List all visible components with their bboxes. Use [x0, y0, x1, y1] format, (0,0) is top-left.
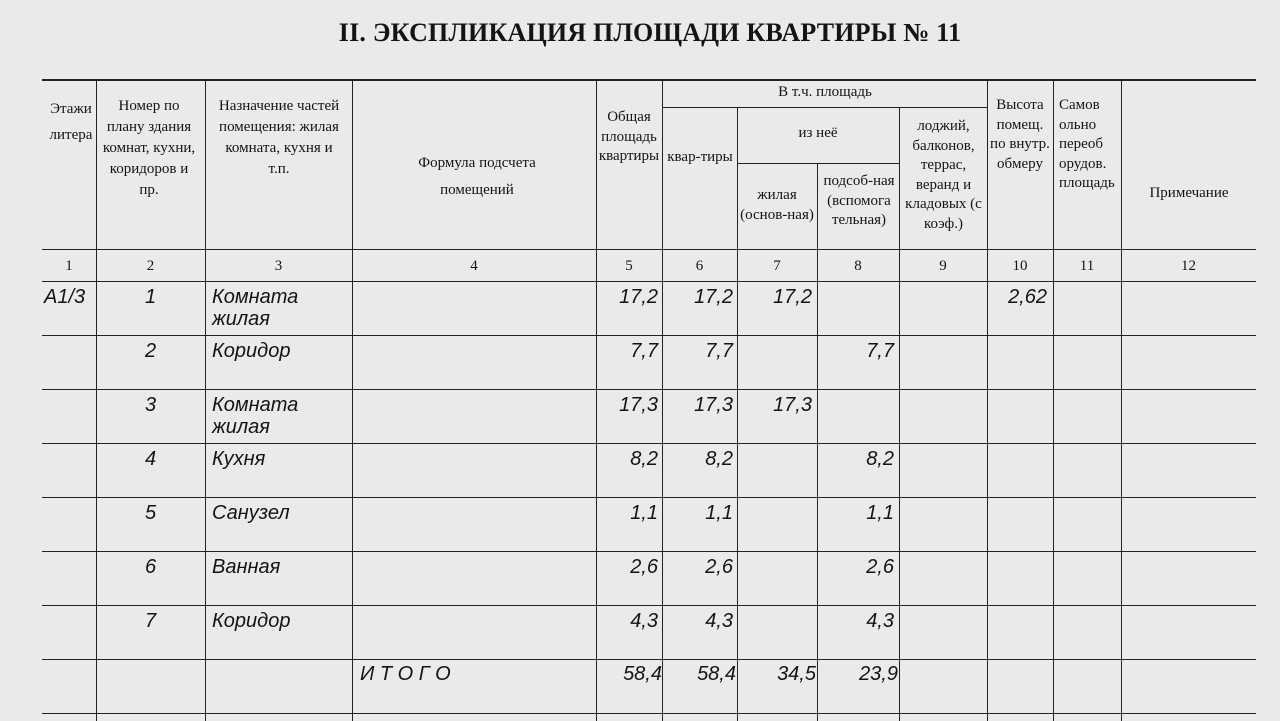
column-number: 1 — [65, 258, 73, 274]
header-height: Высота помещ. по внутр. обмеру — [990, 97, 1050, 172]
col-divider — [662, 80, 663, 721]
height-cell: 2,62 — [1008, 286, 1047, 308]
header-room-number: Номер по плану здания комнат, кухни, коридоров и пр. — [102, 98, 196, 198]
aux-area-sum: 23,9 — [859, 663, 898, 685]
header-unauthorized-area: Самов ольно переоб орудов. площадь — [1059, 97, 1115, 191]
total-area-cell: 7,7 — [630, 340, 658, 362]
column-number: 2 — [146, 258, 155, 274]
col-divider — [737, 108, 738, 721]
aux-area-cell: 1,1 — [866, 502, 894, 524]
row-rule — [42, 335, 1256, 336]
total-area-cell: 17,2 — [619, 286, 658, 308]
room-name-cell: Коридор — [212, 610, 291, 632]
col-divider — [205, 80, 206, 721]
header-floor-litera: Этажи литера — [49, 101, 93, 143]
table-top-rule — [42, 79, 1256, 81]
col-divider — [899, 108, 900, 721]
total-label: И Т О Г О — [360, 663, 451, 685]
room-name-cell: Ванная — [212, 556, 281, 578]
room-name-cell: Санузел — [212, 502, 290, 524]
col-divider — [817, 164, 818, 721]
total-area-cell: 2,6 — [630, 556, 658, 578]
row-rule — [42, 713, 1256, 714]
total-area-cell: 8,2 — [630, 448, 658, 470]
row-rule — [42, 659, 1256, 660]
aux-area-cell: 4,3 — [866, 610, 894, 632]
living-area-sum: 34,5 — [777, 663, 816, 685]
column-number: 12 — [1181, 258, 1196, 274]
flat-area-sum: 58,4 — [697, 663, 736, 685]
header-total-area: Общая площадь квартиры — [598, 109, 660, 164]
header-aux-area: подсоб-ная (вспомога тельная) — [823, 173, 895, 228]
row-rule — [42, 497, 1256, 498]
group-header-rule — [662, 107, 987, 108]
colnum-bottom-rule — [42, 281, 1256, 282]
room-number-cell: 5 — [144, 502, 157, 524]
room-number-cell: 2 — [144, 340, 157, 362]
column-number: 8 — [854, 258, 862, 274]
header-living-area: жилая (основ-ная) — [740, 187, 814, 223]
header-loggia-area: лоджий, балконов, террас, веранд и кладовых (с коэф.) — [905, 118, 982, 232]
col-divider — [352, 80, 353, 721]
header-note: Примечание — [1149, 185, 1229, 201]
col-divider — [987, 80, 988, 721]
row-rule — [42, 605, 1256, 606]
header-incl-area: В т.ч. площадь — [778, 84, 872, 100]
living-area-cell: 17,2 — [773, 286, 812, 308]
column-number: 5 — [625, 258, 633, 274]
subgroup-header-rule — [737, 163, 899, 164]
header-of-which: из неё — [798, 125, 838, 141]
row-rule — [42, 389, 1256, 390]
row-rule — [42, 443, 1256, 444]
flat-area-cell: 1,1 — [705, 502, 733, 524]
header-bottom-rule — [42, 249, 1256, 250]
room-number-cell: 6 — [144, 556, 157, 578]
room-name-cell: Коридор — [212, 340, 291, 362]
total-area-cell: 17,3 — [619, 394, 658, 416]
flat-area-cell: 4,3 — [705, 610, 733, 632]
flat-area-cell: 17,3 — [694, 394, 733, 416]
room-name-cell: Кухня — [212, 448, 266, 470]
col-divider — [596, 80, 597, 721]
total-area-sum: 58,4 — [623, 663, 662, 685]
aux-area-cell: 8,2 — [866, 448, 894, 470]
living-area-cell: 17,3 — [773, 394, 812, 416]
header-flat-area: квар-тиры — [667, 149, 733, 165]
column-number: 9 — [939, 258, 947, 274]
column-number: 7 — [773, 258, 781, 274]
room-number-cell: 7 — [144, 610, 157, 632]
header-formula: Формула подсчета помещений — [418, 155, 536, 198]
flat-area-cell: 2,6 — [705, 556, 733, 578]
column-number: 6 — [695, 258, 704, 274]
column-number: 11 — [1079, 258, 1095, 274]
column-number: 3 — [274, 258, 283, 274]
col-divider — [1053, 80, 1054, 721]
document-title: II. ЭКСПЛИКАЦИЯ ПЛОЩАДИ КВАРТИРЫ № 11 — [338, 18, 962, 47]
row-rule — [42, 551, 1256, 552]
column-number: 10 — [1012, 258, 1028, 274]
room-number-cell: 4 — [144, 448, 157, 470]
aux-area-cell: 7,7 — [866, 340, 894, 362]
flat-area-cell: 7,7 — [705, 340, 733, 362]
room-name-cell: Комната жилая — [212, 286, 299, 330]
column-number: 4 — [470, 258, 478, 274]
floor-litera-cell: А1/3 — [44, 286, 86, 308]
flat-area-cell: 8,2 — [705, 448, 733, 470]
room-name-cell: Комната жилая — [212, 394, 299, 438]
room-number-cell: 3 — [144, 394, 157, 416]
header-room-purpose: Назначение частей помещения: жилая комната, кухня и т.п. — [218, 98, 340, 177]
total-area-cell: 1,1 — [630, 502, 658, 524]
total-area-cell: 4,3 — [630, 610, 658, 632]
aux-area-cell: 2,6 — [866, 556, 894, 578]
flat-area-cell: 17,2 — [694, 286, 733, 308]
room-number-cell: 1 — [144, 286, 157, 308]
